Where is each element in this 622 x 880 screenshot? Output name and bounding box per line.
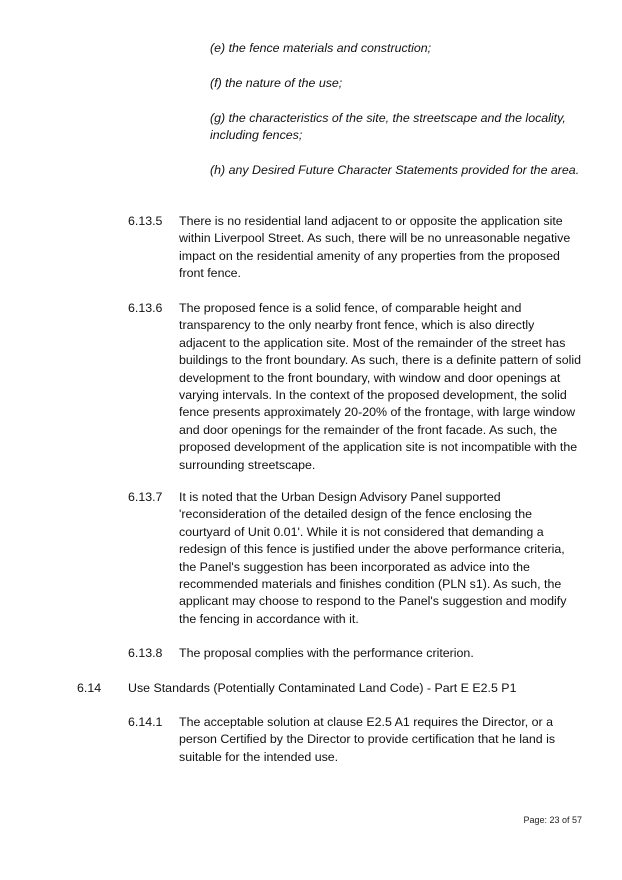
paragraph-text: The proposal complies with the performance criterion. (179, 646, 474, 660)
paragraph-number: 6.14.1 (128, 715, 163, 729)
paragraph-number: 6.13.5 (128, 214, 163, 228)
section-title: Use Standards (Potentially Contaminated Land Code) - Part E E2.5 P1 (128, 681, 517, 695)
paragraph-number: 6.13.7 (128, 490, 163, 504)
paragraph-text: The acceptable solution at clause E2.5 A1 requires the Director, or a person Certified by the Director to provide certification that he land is suitable for the intended use. (179, 715, 556, 764)
criterion-item-e: (e) the fence materials and construction; (210, 41, 432, 55)
criterion-item-f: (f) the nature of the use; (210, 76, 343, 90)
paragraph-text: There is no residential land adjacent to or opposite the application site within Liverpool Street. As such, there will be no unreasonable negative impact on the residential amenity of any properties from the proposed front fence. (179, 214, 571, 281)
paragraph-number: 6.13.8 (128, 646, 163, 660)
section-number: 6.14 (77, 681, 102, 695)
page-number: Page: 23 of 57 (523, 815, 582, 825)
paragraph-text: It is noted that the Urban Design Advisory Panel supported 'reconsideration of the detailed design of the fence enclosing the courtyard of Unit 0.01'. While it is not considered that demanding a redesign of this fence is justified under the above performance criteria, the Panel's suggestion has been incorporated as advice into the recommended materials and finishes condition (PLN s1). As such, the applicant may choose to respond to the Panel's suggestion and modify the fencing in accordance with it. (179, 490, 567, 626)
criterion-item-h: (h) any Desired Future Character Statements provided for the area. (210, 163, 580, 177)
criterion-item-g: (g) the characteristics of the site, the streetscape and the locality, including fences; (210, 111, 566, 143)
paragraph-number: 6.13.6 (128, 301, 163, 315)
paragraph-text: The proposed fence is a solid fence, of comparable height and transparency to the only nearby front fence, which is also directly adjacent to the application site. Most of the remainder of the street has buildings to the front boundary. As such, there is a definite pattern of solid development to the front boundary, with window and door openings at varying intervals. In the context of the proposed development, the solid fence presents approximately 20-20% of the frontage, with large window and door openings for the remainder of the front facade. As such, the proposed development of the application site is not incompatible with the surrounding streetscape. (179, 301, 582, 472)
